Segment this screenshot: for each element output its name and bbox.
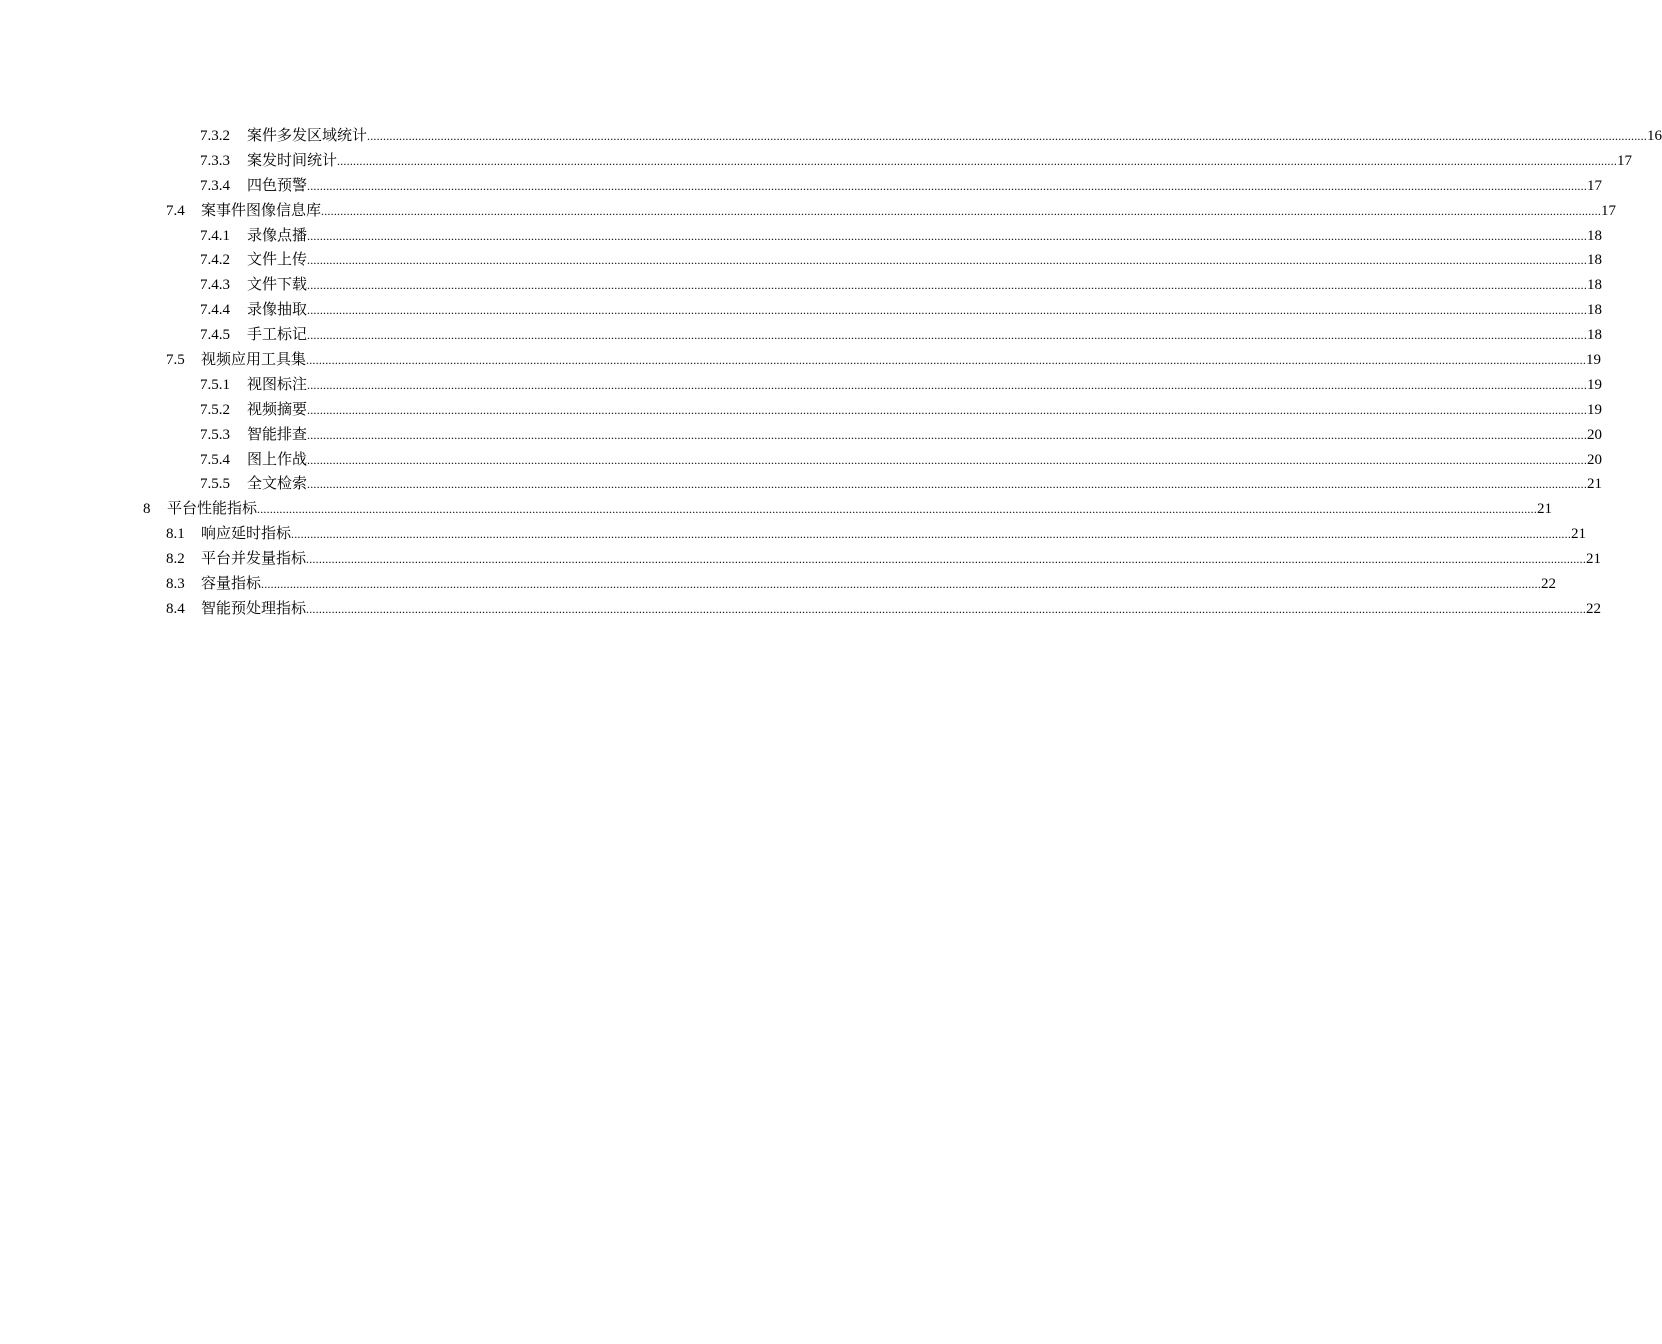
toc-entry-number: 8.1 xyxy=(166,526,185,543)
toc-entry[interactable] xyxy=(0,398,1603,423)
toc-entry[interactable] xyxy=(0,124,1662,149)
toc-entry[interactable] xyxy=(0,497,1553,522)
toc-entry[interactable] xyxy=(0,597,1602,622)
toc-leader-dots: ................................................................................................................................................................................................................................................................................................................................................................................................................ xyxy=(261,577,1542,592)
toc-entry-number: 7.3.3 xyxy=(200,152,230,169)
toc-entry-number: 7.3.2 xyxy=(200,128,230,144)
toc-entry-number: 7.4.2 xyxy=(200,252,230,269)
toc-entry-title: 平台并发量指标 xyxy=(201,551,307,568)
toc-entry-title: 案件多发区域统计 xyxy=(247,128,368,144)
toc-leader-dots: ................................................................................................................................................................................................................................................................................................................................................................................................................ xyxy=(307,303,1588,318)
toc-entry-page: 22 xyxy=(1541,576,1557,593)
toc-leader-dots: ................................................................................................................................................................................................................................................................................................................................................................................................................ xyxy=(257,502,1538,517)
toc-entry-page: 18 xyxy=(1587,227,1603,244)
toc-entry-page: 21 xyxy=(1537,501,1553,518)
toc-entry-page: 16 xyxy=(1647,128,1662,144)
toc-entry-title: 全文检索 xyxy=(247,476,308,493)
toc-leader-dots: ................................................................................................................................................................................................................................................................................................................................................................................................................ xyxy=(307,278,1588,293)
toc-entry-page: 17 xyxy=(1587,177,1603,194)
toc-entry-page: 19 xyxy=(1587,401,1603,418)
toc-entry[interactable] xyxy=(0,448,1603,473)
toc-entry-title: 文件上传 xyxy=(247,252,308,269)
toc-entry-page: 18 xyxy=(1587,277,1603,294)
toc-entry[interactable] xyxy=(0,298,1603,323)
toc-entry-number: 7.5 xyxy=(166,352,185,369)
toc-entry[interactable] xyxy=(0,174,1603,199)
toc-entry-title: 容量指标 xyxy=(201,576,262,593)
toc-entry-title: 文件下载 xyxy=(247,277,308,294)
toc-entry-title: 视图标注 xyxy=(247,376,308,393)
toc-entry-page: 21 xyxy=(1587,476,1603,493)
toc-leader-dots: ................................................................................................................................................................................................................................................................................................................................................................................................................ xyxy=(307,328,1588,343)
toc-entry-page: 18 xyxy=(1587,302,1603,319)
toc-entry-number: 7.4.4 xyxy=(200,302,230,319)
toc-entry-title: 案事件图像信息库 xyxy=(201,202,322,219)
toc-entry-title: 视频应用工具集 xyxy=(201,352,307,369)
toc-entry[interactable] xyxy=(0,423,1603,448)
toc-leader-dots: ................................................................................................................................................................................................................................................................................................................................................................................................................ xyxy=(307,427,1588,442)
toc-entry[interactable] xyxy=(0,199,1617,224)
toc-entry-number: 8.4 xyxy=(166,600,185,617)
toc-entry-title: 手工标记 xyxy=(247,327,308,344)
toc-entry-number: 8 xyxy=(143,501,151,518)
toc-entry[interactable] xyxy=(0,547,1602,572)
toc-entry-title: 智能预处理指标 xyxy=(201,600,307,617)
toc-leader-dots: ................................................................................................................................................................................................................................................................................................................................................................................................................ xyxy=(307,377,1588,392)
toc-entry-page: 18 xyxy=(1587,252,1603,269)
toc-entry-number: 8.2 xyxy=(166,551,185,568)
toc-leader-dots: ................................................................................................................................................................................................................................................................................................................................................................................................................ xyxy=(337,153,1618,168)
toc-entry[interactable] xyxy=(0,323,1603,348)
toc-entry-title: 平台性能指标 xyxy=(167,501,258,518)
toc-leader-dots: ................................................................................................................................................................................................................................................................................................................................................................................................................ xyxy=(291,527,1572,542)
toc-entry-page: 17 xyxy=(1617,152,1633,169)
toc-entry-title: 案发时间统计 xyxy=(247,152,338,169)
toc-entry-title: 图上作战 xyxy=(247,451,308,468)
toc-entry-number: 7.3.4 xyxy=(200,177,230,194)
toc-entry-page: 21 xyxy=(1586,551,1602,568)
toc-entry[interactable] xyxy=(0,472,1603,497)
toc-entry-page: 17 xyxy=(1601,202,1617,219)
toc-leader-dots: ................................................................................................................................................................................................................................................................................................................................................................................................................ xyxy=(306,552,1587,567)
toc-leader-dots: ................................................................................................................................................................................................................................................................................................................................................................................................................ xyxy=(306,601,1587,616)
toc-entry-page: 20 xyxy=(1587,426,1603,443)
toc-leader-dots: ................................................................................................................................................................................................................................................................................................................................................................................................................ xyxy=(306,353,1587,368)
toc-leader-dots: ................................................................................................................................................................................................................................................................................................................................................................................................................ xyxy=(307,253,1588,268)
toc-entry-title: 四色预警 xyxy=(247,177,308,194)
toc-entry[interactable] xyxy=(0,348,1602,373)
toc-entry[interactable] xyxy=(0,522,1587,547)
toc-entry-number: 7.5.3 xyxy=(200,426,230,443)
table-of-contents xyxy=(0,124,1662,622)
toc-leader-dots: ................................................................................................................................................................................................................................................................................................................................................................................................................ xyxy=(307,228,1588,243)
toc-entry[interactable] xyxy=(0,149,1633,174)
toc-entry-page: 22 xyxy=(1586,600,1602,617)
toc-leader-dots: ................................................................................................................................................................................................................................................................................................................................................................................................................ xyxy=(367,129,1648,143)
toc-entry-title: 视频摘要 xyxy=(247,401,308,418)
toc-entry-number: 7.4.1 xyxy=(200,227,230,244)
toc-entry-number: 7.4.3 xyxy=(200,277,230,294)
toc-entry-number: 8.3 xyxy=(166,576,185,593)
toc-entry[interactable] xyxy=(0,572,1557,597)
toc-entry-title: 录像抽取 xyxy=(247,302,308,319)
toc-leader-dots: ................................................................................................................................................................................................................................................................................................................................................................................................................ xyxy=(307,178,1588,193)
toc-leader-dots: ................................................................................................................................................................................................................................................................................................................................................................................................................ xyxy=(321,203,1602,218)
toc-entry-number: 7.4 xyxy=(166,202,185,219)
toc-entry-title: 响应延时指标 xyxy=(201,526,292,543)
toc-entry-page: 20 xyxy=(1587,451,1603,468)
toc-entry-title: 智能排查 xyxy=(247,426,308,443)
toc-entry-number: 7.4.5 xyxy=(200,327,230,344)
toc-entry-page: 18 xyxy=(1587,327,1603,344)
toc-entry[interactable] xyxy=(0,224,1603,249)
toc-leader-dots: ................................................................................................................................................................................................................................................................................................................................................................................................................ xyxy=(307,402,1588,417)
toc-leader-dots: ................................................................................................................................................................................................................................................................................................................................................................................................................ xyxy=(307,477,1588,492)
toc-entry-number: 7.5.4 xyxy=(200,451,230,468)
toc-entry[interactable] xyxy=(0,248,1603,273)
toc-leader-dots: ................................................................................................................................................................................................................................................................................................................................................................................................................ xyxy=(307,452,1588,467)
toc-entry-number: 7.5.2 xyxy=(200,401,230,418)
toc-entry[interactable] xyxy=(0,273,1603,298)
toc-entry-page: 19 xyxy=(1586,352,1602,369)
toc-entry-number: 7.5.1 xyxy=(200,376,230,393)
toc-entry[interactable] xyxy=(0,373,1603,398)
toc-entry-page: 19 xyxy=(1587,376,1603,393)
toc-entry-page: 21 xyxy=(1571,526,1587,543)
toc-entry-number: 7.5.5 xyxy=(200,476,230,493)
toc-entry-title: 录像点播 xyxy=(247,227,308,244)
